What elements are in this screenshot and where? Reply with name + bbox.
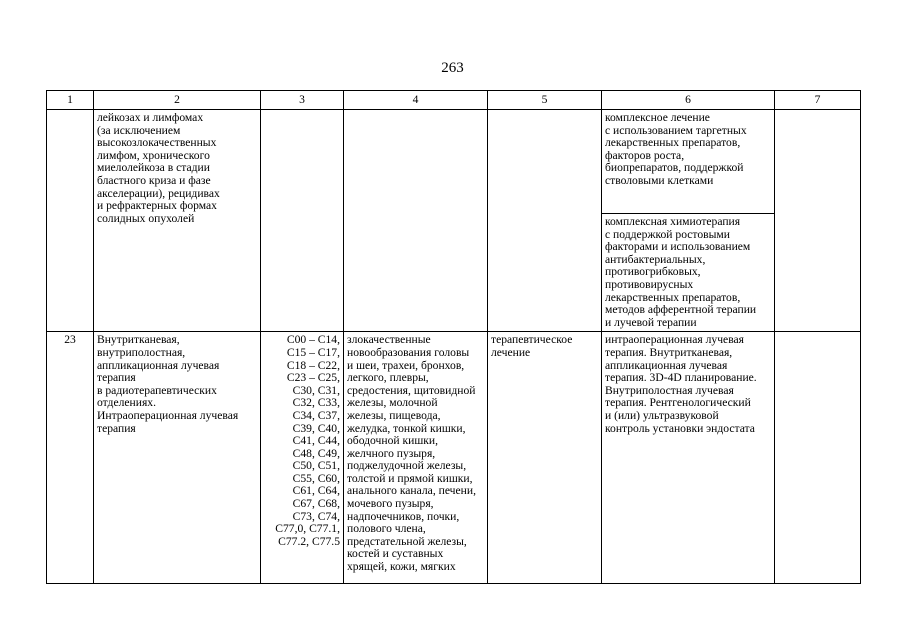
- continued-treatment-type-cell: [488, 110, 602, 332]
- text-line: мочевого пузыря,: [347, 497, 434, 511]
- text-line: терапевтическое: [491, 333, 573, 347]
- text-line: методов афферентной терапии: [605, 303, 757, 317]
- text-line: внутриполостная,: [97, 345, 186, 359]
- text-line: C32, C33,: [292, 396, 340, 410]
- header-cell-4: 4: [344, 91, 488, 110]
- text-line: C73, C74,: [292, 509, 340, 523]
- text-line: терапия. Рентгенологический: [605, 396, 751, 410]
- text-line: лекарственных препаратов,: [605, 136, 741, 150]
- text-line: C41, C44,: [292, 434, 340, 448]
- row-23-cost-cell: [775, 332, 861, 584]
- text-line: и шеи, трахеи, бронхов,: [347, 358, 465, 372]
- text-line: Внутриполостная лучевая: [605, 383, 734, 397]
- text-line: в радиотерапевтических: [97, 383, 217, 397]
- text-line: предстательной железы,: [347, 534, 467, 548]
- continued-number-cell: [47, 110, 94, 332]
- text-line: железы, пищевода,: [347, 408, 441, 422]
- header-cell-1: 1: [47, 91, 94, 110]
- text-line: желудка, тонкой кишки,: [347, 421, 466, 435]
- text-line: интраоперационная лучевая: [605, 333, 745, 347]
- text-line: лечение: [491, 345, 531, 359]
- text-line: с использованием таргетных: [605, 123, 747, 137]
- text-line: C18 – C22,: [286, 358, 340, 372]
- text-line: терапия: [97, 371, 136, 385]
- text-line: новообразования головы: [347, 345, 470, 359]
- text-line: и лучевой терапии: [605, 315, 697, 329]
- header-cell-3: 3: [261, 91, 344, 110]
- text-line: злокачественные: [347, 333, 431, 347]
- text-line: поджелудочной железы,: [347, 459, 467, 473]
- text-line: C30, C31,: [292, 383, 340, 397]
- text-line: C48, C49,: [292, 446, 340, 460]
- row-23-icd-codes-cell: [261, 332, 344, 584]
- text-line: терапия. Внутритканевая,: [605, 345, 733, 359]
- text-line: антибактериальных,: [605, 252, 706, 266]
- text-line: терапия: [97, 421, 136, 435]
- text-line: лейкозах и лимфомах: [97, 111, 204, 124]
- text-line: стволовыми клетками: [605, 173, 714, 187]
- row-23-method-cell: [602, 332, 775, 584]
- text-line: C00 – C14,: [286, 333, 340, 347]
- header-cell-6: 6: [602, 91, 775, 110]
- text-line: (за исключением: [97, 123, 181, 137]
- text-line: C67, C68,: [292, 497, 340, 511]
- text-line: легкого, плевры,: [347, 371, 429, 385]
- text-line: Интраоперационная лучевая: [97, 408, 239, 422]
- text-line: C77.2, C77.5: [278, 534, 340, 548]
- text-line: C77,0, C77.1,: [275, 522, 340, 536]
- header-cell-5: 5: [488, 91, 602, 110]
- continued-method-cell-b: [602, 214, 775, 332]
- text-line: C23 – C25,: [286, 371, 340, 385]
- text-line: надпочечников, почки,: [347, 509, 460, 523]
- continued-cost-cell: [775, 110, 861, 332]
- text-line: противогрибковых,: [605, 265, 701, 279]
- text-line: желчного пузыря,: [347, 446, 436, 460]
- text-line: аппликационная лучевая: [97, 358, 220, 372]
- text-line: Внутритканевая,: [97, 333, 180, 347]
- text-line: C55, C60,: [292, 471, 340, 485]
- text-line: комплексное лечение: [605, 111, 710, 124]
- text-line: с поддержкой ростовыми: [605, 227, 730, 241]
- text-line: анального канала, печени,: [347, 484, 476, 498]
- continued-indication-cell: [94, 110, 261, 332]
- text-line: терапия. 3D-4D планирование.: [605, 371, 757, 385]
- text-line: ободочной кишки,: [347, 434, 438, 448]
- text-line: средостения, щитовидной: [347, 383, 476, 397]
- text-line: солидных опухолей: [97, 211, 195, 225]
- text-line: факторами и использованием: [605, 240, 751, 254]
- text-line: факторов роста,: [605, 148, 685, 162]
- text-line: толстой и прямой кишки,: [347, 471, 473, 485]
- text-line: отделениях.: [97, 396, 156, 410]
- text-line: миелолейкоза в стадии: [97, 161, 210, 175]
- text-line: биопрепаратов, поддержкой: [605, 161, 744, 175]
- text-line: и (или) ультразвуковой: [605, 408, 719, 422]
- text-line: C61, C64,: [292, 484, 340, 498]
- text-line: хрящей, кожи, мягких: [347, 560, 456, 574]
- continued-row: [47, 110, 861, 214]
- text-line: лимфом, хронического: [97, 148, 210, 162]
- row-23-disease-cell: [344, 332, 488, 584]
- text-line: полового члена,: [347, 522, 426, 536]
- header-cell-2: 2: [94, 91, 261, 110]
- text-line: C15 – C17,: [286, 345, 340, 359]
- text-line: железы, молочной: [347, 396, 438, 410]
- page-number: 263: [441, 60, 464, 76]
- text-line: аппликационная лучевая: [605, 358, 728, 372]
- text-line: комплексная химиотерапия: [605, 215, 741, 228]
- text-line: акселерации), рецидивах: [97, 186, 220, 200]
- header-cell-7: 7: [775, 91, 861, 110]
- text-line: C50, C51,: [292, 459, 340, 473]
- continued-method-cell-a: [602, 110, 775, 214]
- text-line: лекарственных препаратов,: [605, 290, 741, 304]
- continued-codes-cell: [261, 110, 344, 332]
- text-line: контроль установки эндостата: [605, 421, 755, 435]
- text-line: C34, C37,: [292, 408, 340, 422]
- text-line: C39, C40,: [292, 421, 340, 435]
- continued-disease-cell: [344, 110, 488, 332]
- row-23-care-type-cell: [94, 332, 261, 584]
- text-line: бластного криза и фазе: [97, 173, 211, 187]
- text-line: и рефрактерных формах: [97, 199, 217, 213]
- text-line: костей и суставных: [347, 547, 444, 561]
- medical-care-table: [46, 90, 861, 584]
- row-number: 23: [47, 332, 94, 584]
- text-line: высокозлокачественных: [97, 136, 217, 150]
- row-23-treatment-type-cell: [488, 332, 602, 584]
- table-row-23: [47, 332, 861, 584]
- header-row: [47, 91, 861, 110]
- text-line: противовирусных: [605, 277, 694, 291]
